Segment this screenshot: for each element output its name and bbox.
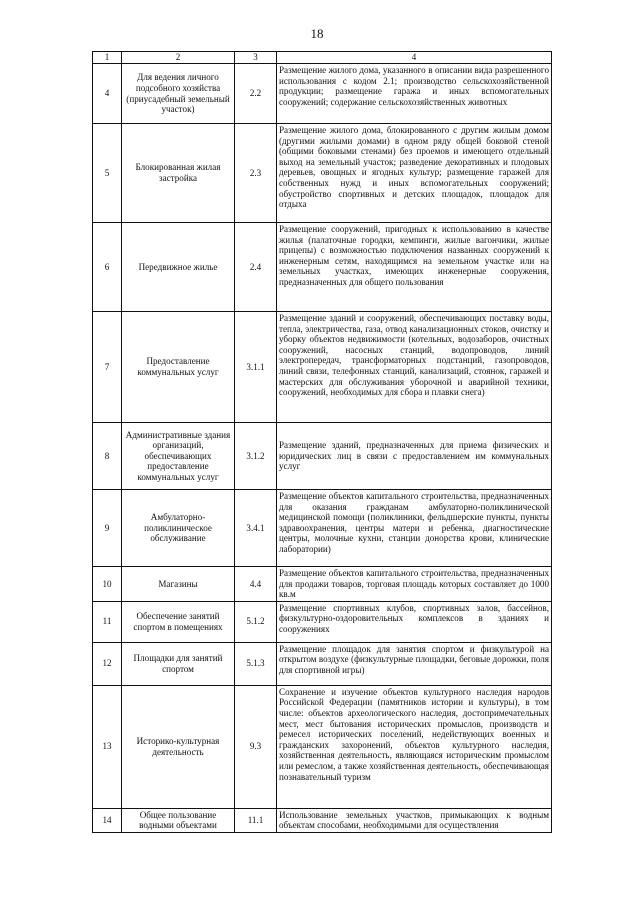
table-row (93, 490, 552, 567)
use-type-description: Размещение жилого дома, указанного в описании вида разрешенного использования с кодом 2.1; производство сельскохозяйственной продукции; размещение гаража и иных вспомогательных сооружений; содержание сельскохозяйственных животных (277, 64, 552, 124)
use-type-description: Размещение зданий, предназначенных для приема физических и юридических лиц в связи с предоставлением им коммунальных услуг (277, 423, 552, 490)
row-number: 7 (93, 312, 122, 423)
row-number: 5 (93, 124, 122, 223)
row-number: 9 (93, 490, 122, 567)
row-number: 6 (93, 223, 122, 312)
table-row (93, 601, 552, 642)
table-row (93, 808, 552, 832)
table-row (93, 567, 552, 602)
use-type-description: Размещение спортивных клубов, спортивных залов, бассейнов, физкультурно-оздоровительных комплексов в зданиях и сооружениях (277, 601, 552, 642)
use-type-code: 9.3 (235, 685, 277, 808)
table-row (93, 685, 552, 808)
use-type-description: Размещение жилого дома, блокированного с другим жилым домом (другими жилыми домами) в одном ряду общей боковой стеной (общими боковыми стенами) без проемов и имеющего отдельный выход на земельный участок; разведение декоративных и плодовых деревьев, овощных и ягодных культур; размещение гаражей для собственных нужд и иных вспомогательных сооружений; обустройство спортивных и детских площадок, площадок для отдыха (277, 124, 552, 223)
use-type-name: Магазины (122, 567, 235, 602)
row-number: 10 (93, 567, 122, 602)
use-type-code: 3.1.1 (235, 312, 277, 423)
use-type-code: 2.2 (235, 64, 277, 124)
use-type-name: Амбулаторно-поликлиническое обслуживание (122, 490, 235, 567)
use-type-description: Размещение сооружений, пригодных к использованию в качестве жилья (палаточные городки, кемпинги, жилые вагончики, жилые прицепы) с возможностью подключения названных сооружений к инженерным сетям, находящимся на земельном участке или на земельных участках, имеющих инженерные сооружения, предназначенных для общего пользования (277, 223, 552, 312)
use-type-name: Административные здания организаций, обеспечивающих предоставление коммунальных услуг (122, 423, 235, 490)
use-type-name: Общее пользование водными объектами (122, 808, 235, 832)
row-number: 14 (93, 808, 122, 832)
use-type-name: Предоставление коммунальных услуг (122, 312, 235, 423)
use-type-description: Размещение объектов капитального строительства, предназначенных для продажи товаров, торговая площадь которых составляет до 1000 кв.м (277, 567, 552, 602)
table-row (93, 642, 552, 685)
row-number: 12 (93, 642, 122, 685)
use-type-code: 3.1.2 (235, 423, 277, 490)
use-type-code: 2.4 (235, 223, 277, 312)
use-type-description: Использование земельных участков, примыкающих к водным объектам способами, необходимыми для осуществления (277, 808, 552, 832)
header-col-1: 1 (93, 52, 122, 64)
use-type-name: Для ведения личного подсобного хозяйства (приусадебный земельный участок) (122, 64, 235, 124)
use-type-code: 4.4 (235, 567, 277, 602)
page-number: 18 (310, 26, 324, 41)
row-number: 8 (93, 423, 122, 490)
row-number: 11 (93, 601, 122, 642)
use-type-description: Размещение площадок для занятия спортом и физкультурой на открытом воздухе (физкультурные площадки, беговые дорожки, поля для спортивной игры) (277, 642, 552, 685)
table-row (93, 312, 552, 423)
use-type-description: Размещение зданий и сооружений, обеспечивающих поставку воды, тепла, электричества, газа, отвод канализационных стоков, очистку и уборку объектов недвижимости (котельных, водозаборов, очистных сооружений, насосных станций, водопроводов, линий электропередач, трансформаторных подстанций, газопроводов, линий связи, телефонных станций, канализаций, стоянок, гаражей и мастерских для обслуживания уборочной и аварийной техники, сооружений, необходимых для сбора и плавки снега) (277, 312, 552, 423)
use-type-code: 2.3 (235, 124, 277, 223)
table-row (93, 124, 552, 223)
header-col-4: 4 (277, 52, 552, 64)
use-type-name: Блокированная жилая застройка (122, 124, 235, 223)
use-type-code: 5.1.2 (235, 601, 277, 642)
use-type-code: 11.1 (235, 808, 277, 832)
land-use-table (92, 51, 552, 833)
row-number: 4 (93, 64, 122, 124)
table-row (93, 223, 552, 312)
use-type-name: Передвижное жилье (122, 223, 235, 312)
header-col-3: 3 (235, 52, 277, 64)
header-col-2: 2 (122, 52, 235, 64)
use-type-name: Площадки для занятий спортом (122, 642, 235, 685)
table-header-row (93, 52, 552, 64)
table-row (93, 64, 552, 124)
use-type-code: 3.4.1 (235, 490, 277, 567)
use-type-description: Сохранение и изучение объектов культурного наследия народов Российской Федерации (памятников истории и культуры), в том числе: объектов археологического наследия, достопримечательных мест, мест бытования исторических промыслов, производств и ремесел исторических поселений, недействующих военных и гражданских захоронений, объектов культурного наследия, хозяйственная деятельность, являющаяся историческим промыслом или ремеслом, а также хозяйственная деятельность, обеспечивающая познавательный туризм (277, 685, 552, 808)
row-number: 13 (93, 685, 122, 808)
use-type-name: Обеспечение занятий спортом в помещениях (122, 601, 235, 642)
use-type-code: 5.1.3 (235, 642, 277, 685)
use-type-description: Размещение объектов капитального строительства, предназначенных для оказания гражданам амбулаторно-поликлинической медицинской помощи (поликлиники, фельдшерские пункты, пункты здравоохранения, центры матери и ребенка, диагностические центры, молочные кухни, станции донорства крови, клинические лаборатории) (277, 490, 552, 567)
use-type-name: Историко-культурная деятельность (122, 685, 235, 808)
table-row (93, 423, 552, 490)
